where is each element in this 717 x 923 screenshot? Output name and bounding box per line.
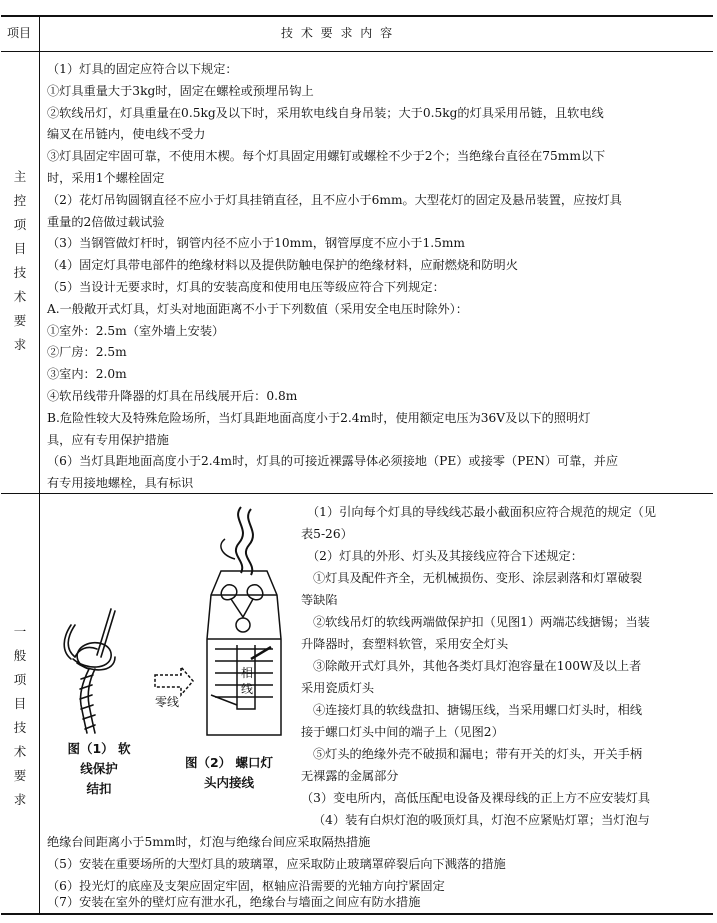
general-text-line: 无裸露的金属部分 [301, 769, 399, 783]
label-char: 要 [13, 768, 27, 783]
general-text-line: 绝缘台间距离小于5mm时，灯泡与绝缘台间应采取隔热措施 [47, 835, 371, 849]
main-section-label [1, 165, 39, 357]
main-text-line: ①室外：2.5m（室外墙上安装） [47, 323, 225, 338]
header-item-label: 项目 [7, 26, 32, 40]
caption-line: 图（1） 软 [67, 741, 131, 756]
label-char: 术 [13, 289, 27, 304]
label-char: 项 [13, 672, 27, 687]
figure-1-knot-drawing [49, 597, 139, 737]
main-text-line: 有专用接地螺栓，具有标识 [47, 476, 194, 491]
general-text-line: （5）安装在重要场所的大型灯具的玻璃罩，应采取防止玻璃罩碎裂后向下溅落的措施 [47, 857, 506, 871]
label-char: 线 [241, 682, 254, 696]
general-text-line: 升降器时，套塑料软管，采用安全灯头 [301, 637, 509, 651]
main-text-line: （2）花灯吊钩圆钢直径不应小于灯具挂销直径，且不应小于6mm。大型花灯的固定及悬吊装置，应按灯具 [47, 192, 622, 207]
general-text-line: （6）投光灯的底座及支架应固定牢固，枢轴应沿需要的光轴方向拧紧固定 [47, 879, 445, 893]
main-text-line: 编叉在吊链内，使电线不受力 [47, 127, 206, 142]
label-char: 相 [241, 666, 254, 680]
general-section-label [1, 620, 39, 812]
general-text-line: ①灯具及配件齐全，无机械损伤、变形、涂层剥落和灯罩破裂 [313, 571, 643, 585]
main-text-line: 重量的2倍做过载试验 [47, 214, 165, 229]
label-char: 求 [13, 792, 27, 807]
label-char: 主 [13, 169, 27, 184]
figure-2-phase-wire-label [241, 665, 253, 697]
general-text-line: （1）引向每个灯具的导线线芯最小截面积应符合规范的规定（见 [307, 505, 657, 519]
rope-icon [64, 609, 115, 733]
main-text-line: ③灯具固定牢固可靠，不使用木楔。每个灯具固定用螺钉或螺栓不少于2个；当绝缘台直径在75mm以下 [47, 149, 606, 164]
main-text-line: A.一般敞开式灯具，灯头对地面距离不小于下列数值（采用安全电压时除外）： [47, 301, 468, 316]
label-char: 目 [13, 241, 27, 256]
label-char: 一 [13, 624, 27, 639]
label-char: 技 [13, 265, 27, 280]
general-text-line: （3）变电所内，高低压配电设备及裸母线的正上方不应安装灯具 [301, 791, 651, 805]
caption-line: 图（2） 螺口灯 [184, 755, 274, 770]
general-text-line: 接于螺口灯头中间的端子上（见图2） [301, 725, 504, 739]
main-text-line: 时，采用1个螺栓固定 [47, 171, 165, 185]
main-text-line: ①灯具重量大于3kg时，固定在螺栓或预埋吊钩上 [47, 83, 314, 98]
main-text-line: （1）灯具的固定应符合以下规定： [47, 62, 238, 76]
general-text-line: ③除敞开式灯具外，其他各类灯具灯泡容量在100W及以上者 [313, 659, 642, 673]
main-text-line: （5）当设计无要求时，灯具的安装高度和使用电压等级应符合下列规定： [47, 280, 445, 294]
requirements-table [1, 15, 713, 915]
header-content-label: 技 术 要 求 内 容 [281, 26, 395, 40]
general-text-line: （2）灯具的外形、灯头及其接线应符合下述规定： [307, 549, 583, 563]
general-text-line: 采用瓷质灯头 [301, 681, 375, 695]
label-char: 目 [13, 696, 27, 711]
main-text-line: B.危险性较大及特殊危险场所，当灯具距地面高度小于2.4m时，使用额定电压为36V及以下的照明灯 [47, 410, 591, 425]
label-char: 控 [13, 193, 27, 208]
figure-1-caption [49, 739, 149, 799]
main-text-line: （6）当灯具距地面高度小于2.4m时，灯具的可接近裸露导体必须接地（PE）或接零（PEN）可靠，并应 [47, 454, 619, 469]
label-char: 要 [13, 313, 27, 328]
main-text-line: （4）固定灯具带电部件的绝缘材料以及提供防触电保护的绝缘材料，应耐燃烧和防明火 [47, 258, 518, 273]
general-text-line: （7）安装在室外的壁灯应有泄水孔，绝缘台与墙面之间应有防水措施 [47, 895, 421, 909]
main-text-line: ③室内：2.0m [47, 367, 127, 382]
main-text-line: 具，应有专用保护措施 [47, 432, 169, 447]
main-text-line: ②厂房：2.5m [47, 345, 127, 360]
label-char: 项 [13, 217, 27, 232]
figure-2-lampholder-drawing [151, 499, 301, 749]
main-text-line: ④软吊线带升降器的灯具在吊线展开后：0.8m [47, 389, 298, 403]
figure-2-zero-wire-label: 零线 [155, 695, 180, 709]
general-text-line: （4）装有白炽灯泡的吸顶灯具，灯泡不应紧贴灯罩；当灯泡与 [313, 813, 650, 827]
general-text-line: 表5-26） [301, 527, 353, 541]
general-text-line: ②软线吊灯的软线两端做保护扣（见图1）两端芯线搪锡；当装 [313, 615, 650, 629]
caption-line: 头内接线 [203, 775, 254, 790]
main-text-line: ②软线吊灯，灯具重量在0.5kg及以下时，采用软电线自身吊装；大于0.5kg的灯具采用吊链，且软电线 [47, 105, 604, 120]
caption-line: 线保护 [80, 761, 118, 776]
general-text-line: ④连接灯具的软线盘扣、搪锡压线，当采用螺口灯头时，相线 [313, 703, 643, 717]
label-char: 技 [13, 720, 27, 735]
general-text-line: 等缺陷 [301, 593, 338, 607]
label-char: 求 [13, 337, 27, 352]
table-bottom-border [1, 913, 713, 915]
label-char: 般 [13, 648, 27, 663]
caption-line: 结扣 [86, 781, 112, 796]
main-text-line: （3）当钢管做灯杆时，钢管内径不应小于10mm，钢管厚度不应小于1.5mm [47, 236, 465, 251]
label-char: 术 [13, 744, 27, 759]
column-divider [39, 15, 40, 915]
figure-2-caption [159, 753, 299, 793]
header-divider [1, 51, 713, 52]
general-text-line: ⑤灯头的绝缘外壳不破损和漏电；带有开关的灯头，开关手柄 [313, 747, 643, 761]
